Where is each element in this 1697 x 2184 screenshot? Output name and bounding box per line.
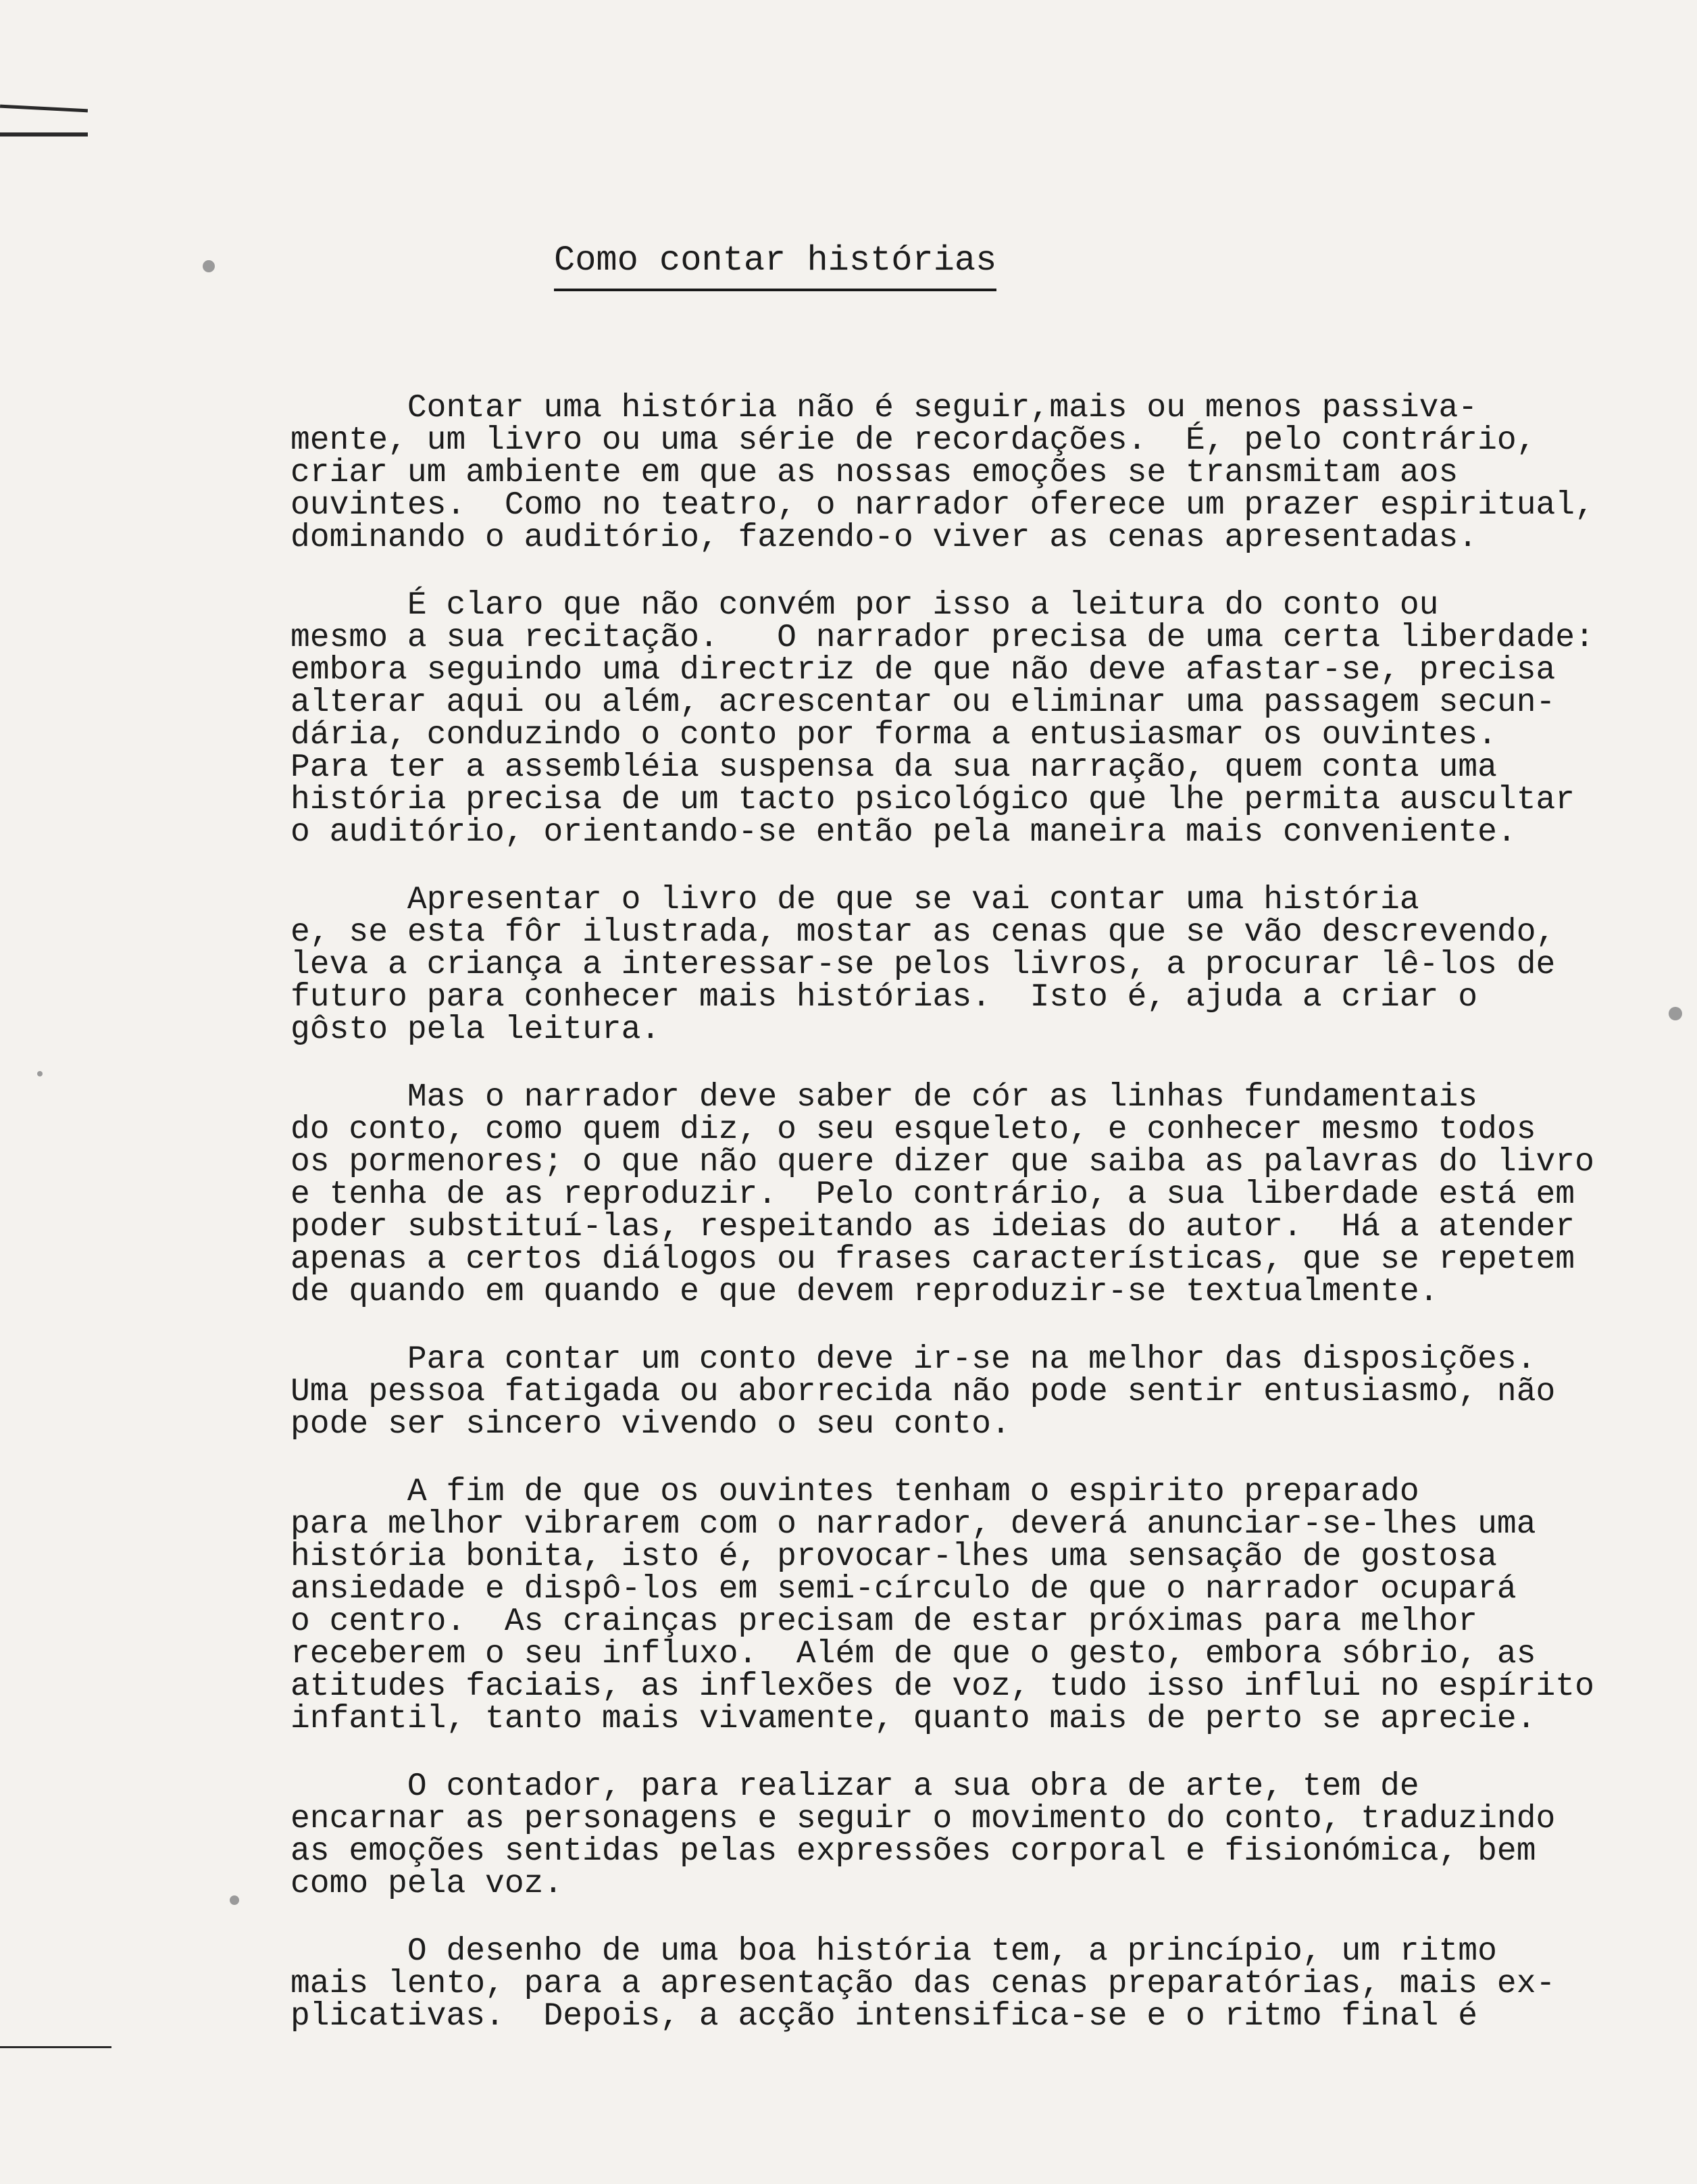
text-line: mente, um livro ou uma série de recordações. É, pelo contrário, (290, 422, 1536, 459)
text-line: e tenha de as reproduzir. Pelo contrário, a sua liberdade está em (290, 1176, 1575, 1213)
text-line: Apresentar o livro de que se vai contar uma história (290, 882, 1419, 918)
text-line: Para contar um conto deve ir-se na melhor das disposições. (290, 1341, 1536, 1378)
scan-speck (203, 260, 215, 272)
text-line: o auditório, orientando-se então pela maneira mais conveniente. (290, 814, 1517, 851)
text-line: e, se esta fôr ilustrada, mostar as cenas que se vão descrevendo, (290, 914, 1556, 951)
text-line: O desenho de uma boa história tem, a princípio, um ritmo (290, 1933, 1497, 1970)
text-line: ouvintes. Como no teatro, o narrador oferece um prazer espiritual, (290, 487, 1594, 524)
text-line: plicativas. Depois, a acção intensifica-se e o ritmo final é (290, 1998, 1478, 2035)
paragraph-gap (290, 554, 1594, 589)
text-line: as emoções sentidas pelas expressões corporal e fisionómica, bem (290, 1833, 1536, 1870)
text-line: Uma pessoa fatigada ou aborrecida não pode sentir entusiasmo, não (290, 1374, 1556, 1410)
paragraph (290, 1343, 1594, 1441)
paragraph-gap (290, 1735, 1594, 1770)
scan-mark-top (0, 105, 88, 113)
paragraph (290, 1770, 1594, 1900)
text-line: leva a criança a interessar-se pelos livros, a procurar lê-los de (290, 947, 1556, 983)
text-line: alterar aqui ou além, acrescentar ou eliminar uma passagem secun- (290, 685, 1556, 721)
text-line: infantil, tanto mais vivamente, quanto mais de perto se aprecie. (290, 1701, 1536, 1737)
text-line: receberem o seu influxo. Além de que o gesto, embora sóbrio, as (290, 1636, 1536, 1672)
document-title: Como contar histórias (554, 240, 996, 291)
paragraph (290, 1476, 1594, 1735)
text-line: dária, conduzindo o conto por forma a entusiasmar os ouvintes. (290, 717, 1497, 753)
text-line: poder substituí-las, respeitando as ideias do autor. Há a atender (290, 1209, 1575, 1245)
paragraph-gap (290, 1900, 1594, 1935)
document-body (290, 392, 1594, 2033)
paragraph-gap (290, 1046, 1594, 1081)
text-line: mesmo a sua recitação. O narrador precisa de uma certa liberdade: (290, 620, 1594, 656)
text-line: pode ser sincero vivendo o seu conto. (290, 1406, 1011, 1443)
text-line: mais lento, para a apresentação das cenas preparatórias, mais ex- (290, 1966, 1556, 2002)
text-line: Para ter a assembléia suspensa da sua narração, quem conta uma (290, 749, 1497, 786)
paragraph-gap (290, 1441, 1594, 1476)
text-line: o centro. As crainças precisam de estar próximas para melhor (290, 1604, 1478, 1640)
text-line: gôsto pela leitura. (290, 1012, 661, 1048)
scan-mark-top-2 (0, 132, 88, 136)
text-line: história bonita, isto é, provocar-lhes uma sensação de gostosa (290, 1539, 1497, 1575)
scan-mark-bottom (0, 2046, 111, 2048)
text-line: do conto, como quem diz, o seu esqueleto, e conhecer mesmo todos (290, 1112, 1536, 1148)
paragraph (290, 1081, 1594, 1308)
text-line: O contador, para realizar a sua obra de arte, tem de (290, 1768, 1419, 1805)
paragraph-gap (290, 849, 1594, 884)
scan-speck (230, 1895, 239, 1905)
text-line: criar um ambiente em que as nossas emoções se transmitam aos (290, 455, 1459, 491)
text-line: futuro para conhecer mais histórias. Isto é, ajuda a criar o (290, 979, 1478, 1016)
text-line: embora seguindo uma directriz de que não deve afastar-se, precisa (290, 652, 1556, 689)
text-line: apenas a certos diálogos ou frases características, que se repetem (290, 1241, 1575, 1278)
text-line: dominando o auditório, fazendo-o viver as cenas apresentadas. (290, 520, 1478, 556)
paragraph (290, 589, 1594, 849)
text-line: atitudes faciais, as inflexões de voz, tudo isso influi no espírito (290, 1668, 1594, 1705)
paragraph-gap (290, 1308, 1594, 1343)
text-line: Contar uma história não é seguir,mais ou menos passiva- (290, 390, 1478, 426)
text-line: para melhor vibrarem com o narrador, deverá anunciar-se-lhes uma (290, 1506, 1536, 1543)
paragraph (290, 1935, 1594, 2033)
paragraph (290, 392, 1594, 554)
text-line: A fim de que os ouvintes tenham o espirito preparado (290, 1474, 1419, 1510)
scan-speck (1669, 1007, 1682, 1020)
text-line: ansiedade e dispô-los em semi-círculo de que o narrador ocupará (290, 1571, 1517, 1608)
text-line: de quando em quando e que devem reproduzir-se textualmente. (290, 1274, 1439, 1310)
text-line: os pormenores; o que não quere dizer que saiba as palavras do livro (290, 1144, 1594, 1181)
scan-speck (37, 1071, 43, 1076)
text-line: como pela voz. (290, 1866, 563, 1902)
text-line: Mas o narrador deve saber de cór as linhas fundamentais (290, 1079, 1478, 1116)
text-line: É claro que não convém por isso a leitura do conto ou (290, 587, 1439, 624)
paragraph (290, 884, 1594, 1046)
text-line: história precisa de um tacto psicológico que lhe permita auscultar (290, 782, 1575, 818)
text-line: encarnar as personagens e seguir o movimento do conto, traduzindo (290, 1801, 1556, 1837)
